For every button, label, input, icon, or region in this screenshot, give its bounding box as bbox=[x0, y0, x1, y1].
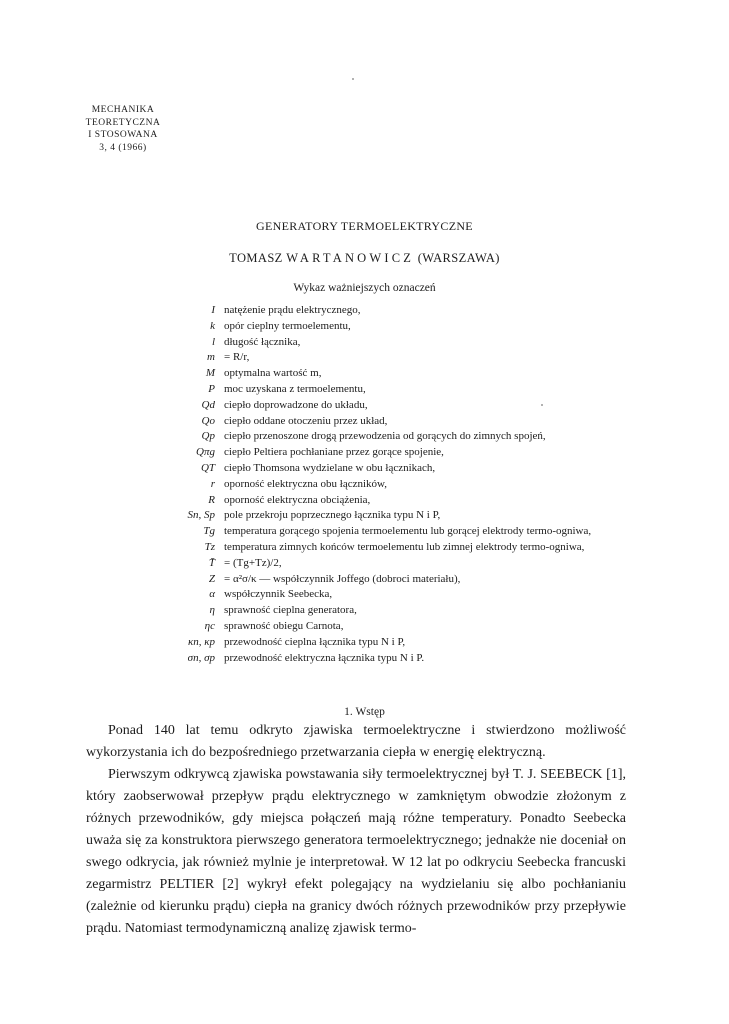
symbol: ηc bbox=[204, 619, 215, 632]
symbol-definition: ciepło przenoszone drogą przewodzenia od gorących do zimnych spojeń, bbox=[224, 430, 546, 443]
symbol: l bbox=[211, 335, 215, 348]
journal-issue: 3, 4 (1966) bbox=[99, 142, 147, 153]
symbol-definition: oporność elektryczna obu łączników, bbox=[224, 477, 388, 490]
symbol-row bbox=[150, 540, 630, 556]
symbol-definition: = α²σ/κ — współczynnik Joffego (dobroci materiału), bbox=[224, 572, 461, 585]
symbol-row bbox=[150, 335, 630, 351]
section-heading: 1. Wstęp bbox=[344, 706, 385, 718]
symbol-row bbox=[150, 619, 630, 635]
symbol: Sn, Sp bbox=[187, 509, 215, 522]
article-title: GENERATORY TERMOELEKTRYCZNE bbox=[256, 219, 473, 233]
symbol-definition: temperatura gorącego spojenia termoelementu lub gorącej elektrody termo-ogniwa, bbox=[224, 525, 592, 538]
symbol-definition: długość łącznika, bbox=[224, 335, 301, 348]
symbol-row bbox=[150, 461, 630, 477]
symbol-row bbox=[150, 508, 630, 524]
symbol: R bbox=[208, 493, 215, 506]
symbol: Qπg bbox=[196, 446, 215, 459]
symbol: I bbox=[211, 304, 215, 316]
symbol-definition: natężenie prądu elektrycznego, bbox=[224, 304, 361, 316]
symbol-definition: = R/r, bbox=[224, 351, 250, 364]
symbol-definition: moc uzyskana z termoelementu, bbox=[224, 382, 366, 395]
symbol-definition: optymalna wartość m, bbox=[224, 367, 322, 380]
symbol-definition: pole przekroju poprzecznego łącznika typu N i P, bbox=[224, 509, 441, 522]
symbol-row bbox=[150, 556, 630, 572]
symbol-row bbox=[150, 651, 630, 667]
symbol-definition: oporność elektryczna obciążenia, bbox=[224, 493, 371, 506]
symbol-row bbox=[150, 635, 630, 651]
symbol-row bbox=[150, 477, 630, 493]
symbol: Qd bbox=[201, 398, 215, 411]
symbol: M bbox=[205, 367, 215, 380]
symbol: r bbox=[210, 477, 215, 490]
symbol: η bbox=[209, 604, 215, 617]
symbol-definition: przewodność elektryczna łącznika typu N i P. bbox=[224, 651, 425, 664]
symbol: α bbox=[209, 588, 215, 601]
symbol-definition: przewodność cieplna łącznika typu N i P, bbox=[224, 635, 406, 648]
symbol: κn, κp bbox=[187, 635, 215, 648]
symbol-row bbox=[150, 603, 630, 619]
symbol-definition: sprawność cieplna generatora, bbox=[224, 604, 357, 617]
symbol-row bbox=[150, 587, 630, 603]
symbol-row bbox=[150, 398, 630, 414]
symbol-definition: ciepło doprowadzone do układu, bbox=[224, 398, 368, 411]
symbols-list bbox=[150, 303, 630, 666]
symbol-row bbox=[150, 303, 630, 319]
symbol: QT bbox=[200, 461, 215, 474]
article-author bbox=[0, 251, 729, 266]
symbols-heading: Wykaz ważniejszych oznaczeń bbox=[293, 282, 436, 294]
author-affiliation: (WARSZAWA) bbox=[417, 251, 500, 265]
author-first-name: TOMASZ bbox=[229, 251, 283, 265]
symbol: m bbox=[207, 351, 215, 364]
author-last-name: WARTANOWICZ bbox=[286, 251, 415, 265]
symbol: Tz bbox=[204, 540, 215, 553]
symbol-row bbox=[150, 366, 630, 382]
symbol: σn, σp bbox=[187, 651, 215, 664]
symbol-row bbox=[150, 414, 630, 430]
journal-name-line: TEORETYCZNA bbox=[85, 117, 161, 128]
journal-name-line: I STOSOWANA bbox=[88, 130, 158, 140]
symbol: P bbox=[208, 382, 215, 395]
body-paragraph: Ponad 140 lat temu odkryto zjawiska termoelektryczne i stwierdzono możliwość wykorzystania ich do bezpośredniego przetwarzania ciepła w energię elektryczną. bbox=[86, 723, 626, 760]
symbol: k bbox=[210, 319, 215, 332]
symbol-definition: sprawność obiegu Carnota, bbox=[224, 619, 344, 632]
symbol: T̄ bbox=[208, 556, 215, 569]
symbol-row bbox=[150, 382, 630, 398]
symbol-row bbox=[150, 350, 630, 366]
scan-speck bbox=[541, 404, 543, 406]
symbol-definition: ciepło oddane otoczeniu przez układ, bbox=[224, 414, 388, 427]
symbol-definition: ciepło Thomsona wydzielane w obu łącznikach, bbox=[224, 461, 436, 474]
symbol: Z bbox=[208, 572, 215, 585]
symbol: Qp bbox=[201, 430, 215, 443]
symbol-definition: opór cieplny termoelementu, bbox=[224, 319, 351, 332]
symbol-definition: ciepło Peltiera pochłaniane przez gorące spojenie, bbox=[224, 446, 444, 459]
section-body bbox=[86, 720, 626, 940]
symbol-definition: = (Tg+Tz)/2, bbox=[224, 556, 282, 569]
symbol-row bbox=[150, 572, 630, 588]
symbol-row bbox=[150, 319, 630, 335]
symbol-row bbox=[150, 429, 630, 445]
symbol-definition: współczynnik Seebecka, bbox=[224, 588, 333, 601]
symbol-row bbox=[150, 445, 630, 461]
journal-masthead bbox=[78, 104, 168, 154]
symbol: Qo bbox=[201, 414, 215, 427]
symbol-row bbox=[150, 493, 630, 509]
symbol-definition: temperatura zimnych końców termoelementu lub zimnej elektrody termo-ogniwa, bbox=[224, 540, 585, 553]
symbol: Tg bbox=[203, 525, 215, 538]
body-paragraph: Pierwszym odkrywcą zjawiska powstawania siły termoelektrycznej był T. J. SEEBECK [1], który zaobserwował przepływ prądu elektrycznego w zamkniętym obwodzie złożonym z różnych przewodników, gdy miejsca połączeń mają różne temperatury. Ponadto Seebecka uważa się za konstruktora pierwszego generatora termoelektrycznego; jednakże nie doceniał on swego odkrycia, jak również mylnie je interpretował. W 12 lat po odkryciu Seebecka francuski zegarmistrz PELTIER [2] wykrył efekt polegający na wydzielaniu się albo pochłanianiu (zależnie od kierunku prądu) ciepła na granicy dwóch różnych przewodników przy przepływie prądu. Natomiast termodynamiczną analizę zjawisk termo- bbox=[86, 767, 626, 936]
journal-name-line: MECHANIKA bbox=[91, 105, 155, 115]
symbol-row bbox=[150, 524, 630, 540]
scan-speck bbox=[352, 78, 354, 80]
